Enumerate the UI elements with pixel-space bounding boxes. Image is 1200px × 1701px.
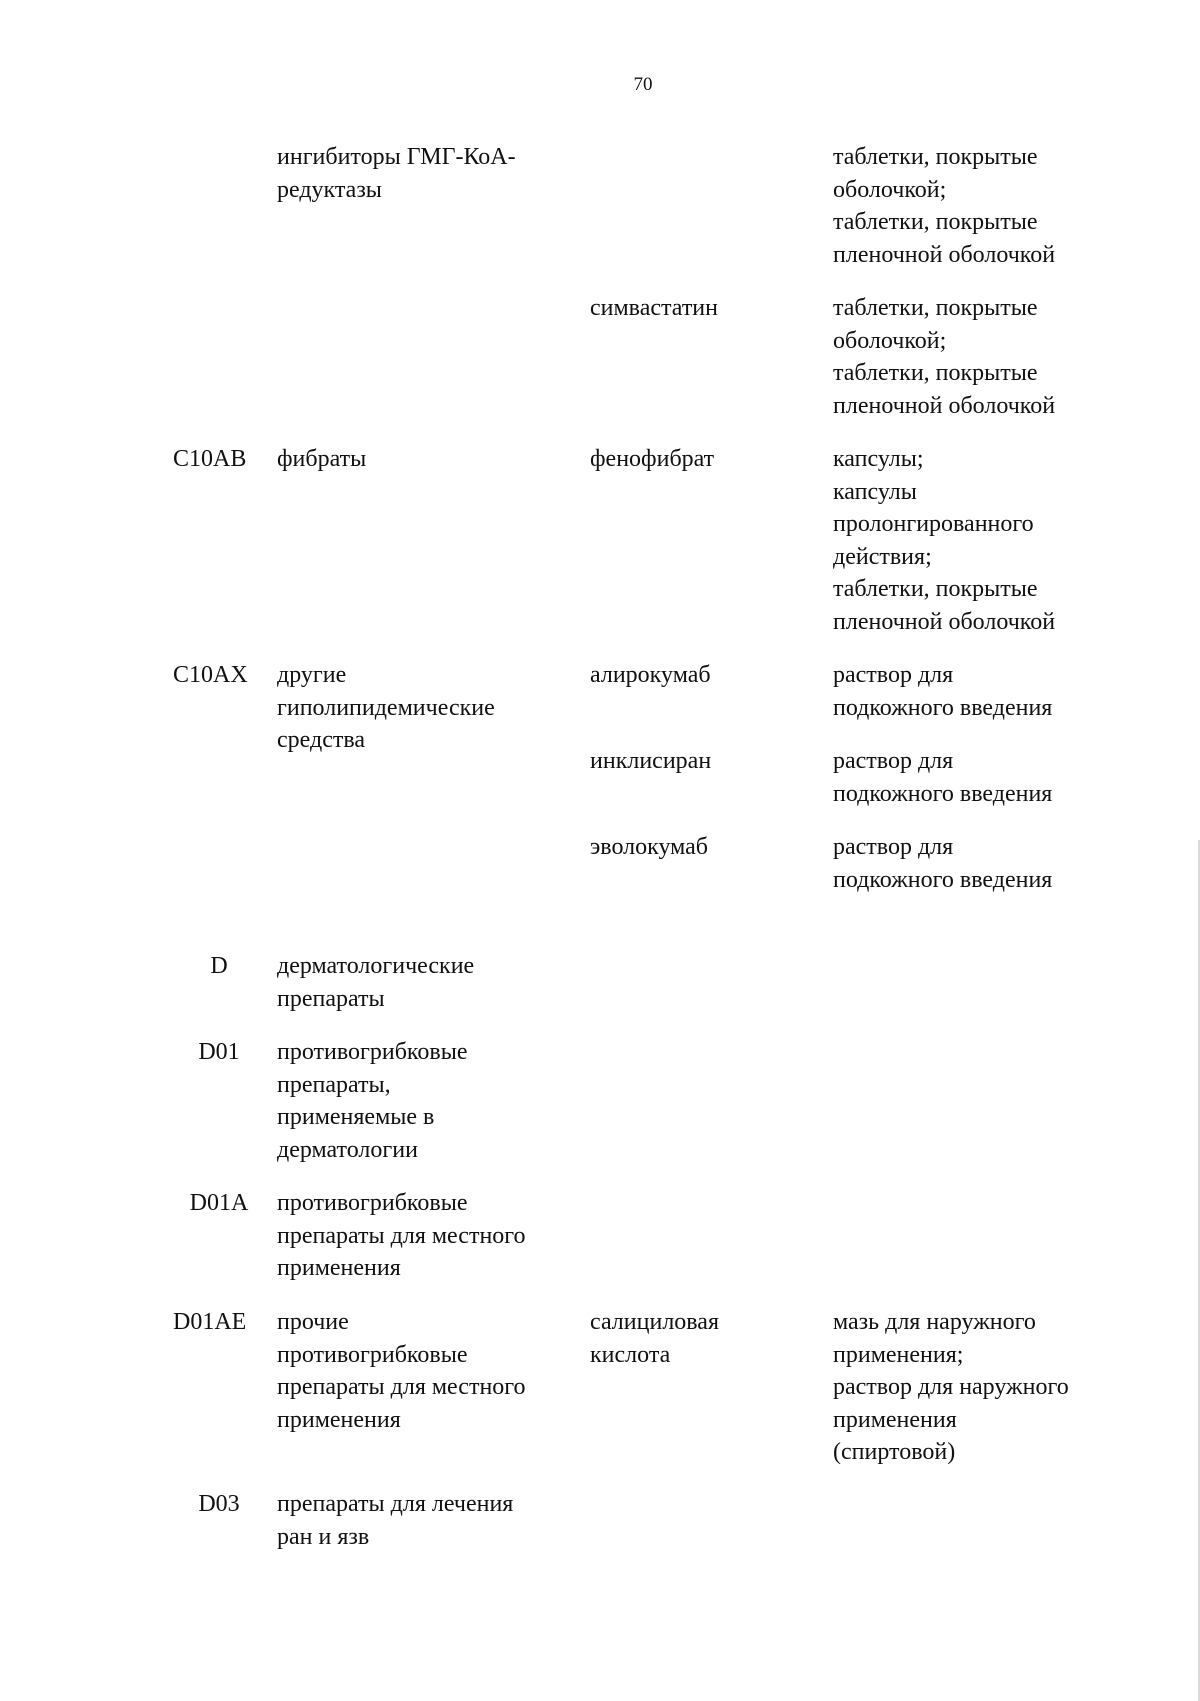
atc-code: D01A (189, 1190, 249, 1216)
group-name: другие гиполипидемические средства (277, 662, 495, 753)
atc-code: C10AX (173, 662, 248, 688)
atc-code: D01AE (173, 1309, 247, 1335)
dosage-forms: раствор для подкожного введения (833, 834, 1053, 893)
drug-name: салициловая кислота (590, 1309, 719, 1368)
drug-name: инклисиран (590, 748, 712, 774)
dosage-forms: капсулы; капсулы пролонгированного действия; таблетки, покрытые пленочной оболочкой (833, 446, 1056, 635)
dosage-forms: таблетки, покрытые оболочкой; таблетки, покрытые пленочной оболочкой (833, 295, 1056, 419)
atc-code: D (210, 953, 228, 979)
dosage-forms: таблетки, покрытые оболочкой; таблетки, покрытые пленочной оболочкой (833, 144, 1056, 268)
page-number: 70 (633, 74, 653, 95)
atc-code: D03 (198, 1491, 240, 1517)
group-name: противогрибковые препараты для местного применения (277, 1190, 526, 1281)
atc-code: C10AB (173, 446, 247, 472)
drug-name: эволокумаб (590, 834, 709, 860)
drug-name: алирокумаб (590, 662, 711, 688)
drug-name: фенофибрат (590, 446, 715, 472)
group-name: фибраты (277, 446, 367, 472)
dosage-forms: мазь для наружного применения; раствор для наружного применения (спиртовой) (833, 1309, 1069, 1465)
dosage-forms: раствор для подкожного введения (833, 748, 1053, 807)
group-name: дерматологические препараты (277, 953, 475, 1012)
group-name: препараты для лечения ран и язв (277, 1491, 514, 1550)
group-name: прочие противогрибковые препараты для местного применения (277, 1309, 526, 1433)
dosage-forms: раствор для подкожного введения (833, 662, 1053, 721)
group-name: ингибиторы ГМГ-КоА- редуктазы (277, 144, 516, 203)
drug-name: симвастатин (590, 295, 718, 321)
atc-code: D01 (198, 1039, 240, 1065)
group-name: противогрибковые препараты, применяемые в дерматологии (277, 1039, 468, 1163)
